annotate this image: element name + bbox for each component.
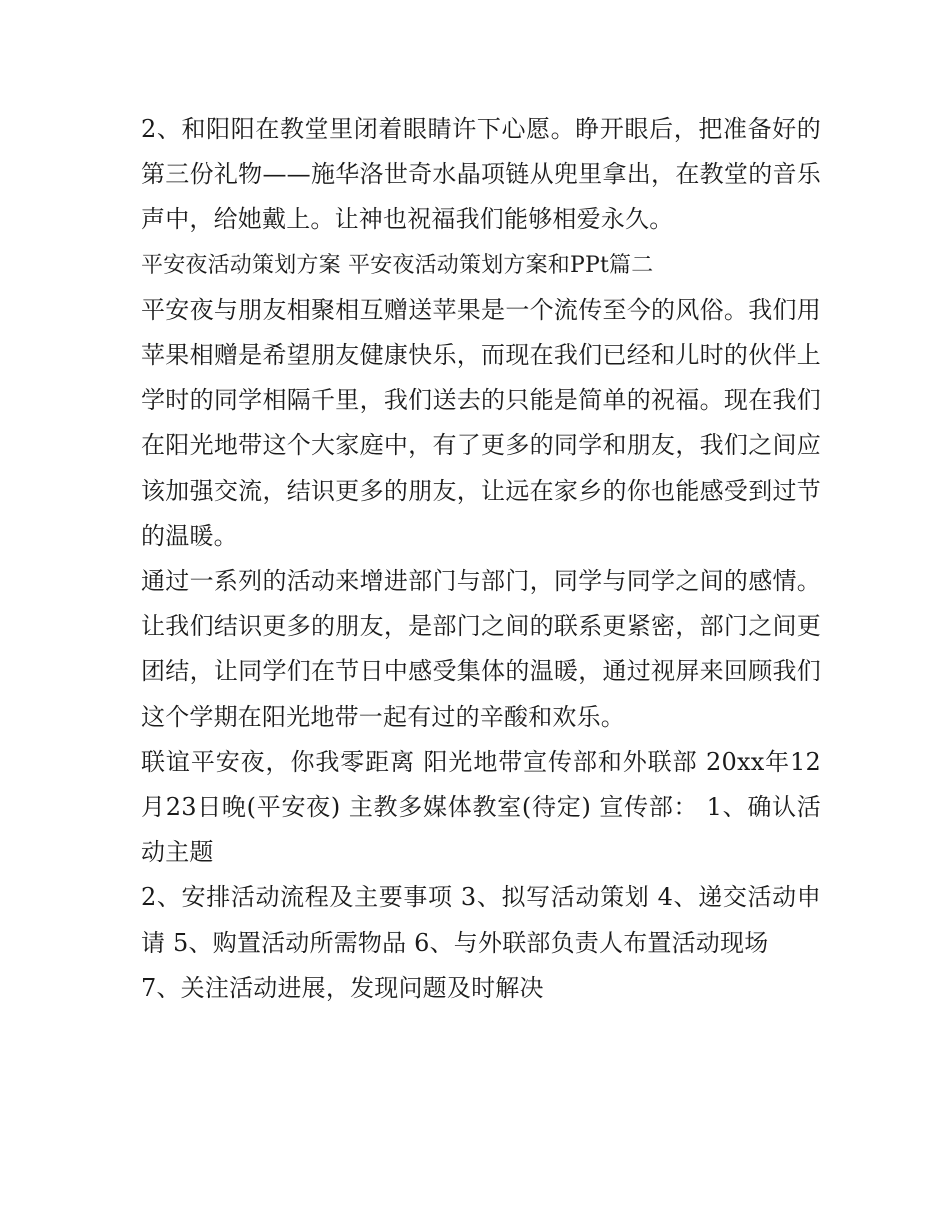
paragraph-wish-necklace: 2、和阳阳在教堂里闭着眼睛许下心愿。睁开眼后，把准备好的第三份礼物——施华洛世奇水晶项链从兜里拿出，在教堂的音乐声中，给她戴上。让神也祝福我们能够相爱永久。 (141, 115, 821, 234)
paragraph-task-follow-up: 7、关注活动进展，发现问题及时解决 (141, 973, 544, 1002)
paragraph-activity-purpose: 通过一系列的活动来增进部门与部门，同学与同学之间的感情。让我们结识更多的朋友，是部门之间的联系更紧密，部门之间更团结，让同学们在节日中感受集体的温暖，通过视屏来回顾我们这个学期在阳光地带一起有过的辛酸和欢乐。 (141, 567, 821, 731)
paragraph-tasks-list: 2、安排活动流程及主要事项 3、拟写活动策划 4、递交活动申请 5、购置活动所需物品 6、与外联部负责人布置活动现场 (141, 883, 821, 957)
section-heading: 平安夜活动策划方案 平安夜活动策划方案和PPt篇二 (141, 252, 654, 278)
paragraph-event-details: 联谊平安夜，你我零距离 阳光地带宣传部和外联部 20xx年12月23日晚(平安夜) 主教多媒体教室(待定) 宣传部： 1、确认活动主题 (141, 747, 821, 867)
document-page (141, 107, 821, 1011)
paragraph-apple-custom: 平安夜与朋友相聚相互赠送苹果是一个流传至今的风俗。我们用苹果相赠是希望朋友健康快乐，而现在我们已经和儿时的伙伴上学时的同学相隔千里，我们送去的只能是简单的祝福。现在我们在阳光地带这个大家庭中，有了更多的同学和朋友，我们之间应该加强交流，结识更多的朋友，让远在家乡的你也能感受到过节的温暖。 (141, 295, 821, 550)
